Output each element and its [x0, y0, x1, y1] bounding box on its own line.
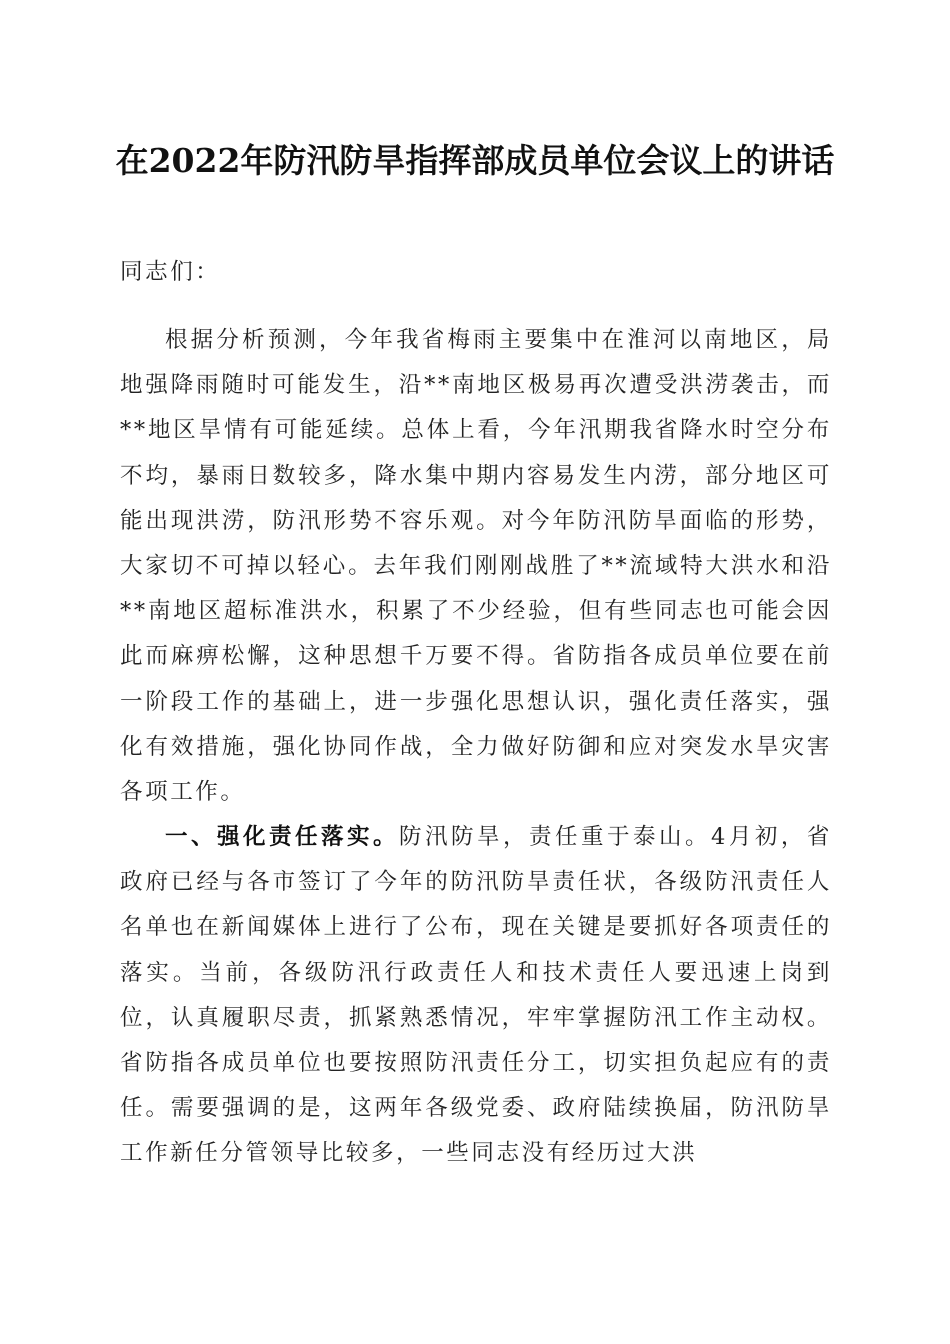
paragraph-text: 根据分析预测，今年我省梅雨主要集中在淮河以南地区，局地强降雨随时可能发生，沿**南地区极易再次遭受洪涝袭击，而**地区旱情有可能延续。总体上看，今年汛期我省降水时空分布不均，暴雨日数较多，降水集中期内容易发生内涝，部分地区可能出现洪涝，防汛形势不容乐观。对今年防汛防旱面临的形势，大家切不可掉以轻心。去年我们刚刚战胜了**流域特大洪水和沿**南地区超标准洪水，积累了不少经验，但有些同志也可能会因此而麻痹松懈，这种思想千万要不得。省防指各成员单位要在前一阶段工作的基础上，进一步强化思想认识，强化责任落实，强化有效措施，强化协同作战，全力做好防御和应对突发水旱灾害各项工作。: [120, 327, 832, 806]
document-title: 在2022年防汛防旱指挥部成员单位会议上的讲话: [115, 141, 835, 180]
paragraph-situation: [120, 318, 832, 815]
paragraph-responsibility: [120, 815, 832, 1177]
salutation: 同志们：: [120, 259, 221, 285]
paragraph-text: 防汛防旱，责任重于泰山。4月初，省政府已经与各市签订了今年的防汛防旱责任状，各级防汛责任人名单也在新闻媒体上进行了公布，现在关键是要抓好各项责任的落实。当前，各级防汛行政责任人和技术责任人要迅速上岗到位，认真履职尽责，抓紧熟悉情况，牢牢掌握防汛工作主动权。省防指各成员单位也要按照防汛责任分工，切实担负起应有的责任。需要强调的是，这两年各级党委、政府陆续换届，防汛防旱工作新任分管领导比较多，一些同志没有经历过大洪: [120, 824, 832, 1167]
section-heading: 一、强化责任落实。: [165, 824, 400, 850]
